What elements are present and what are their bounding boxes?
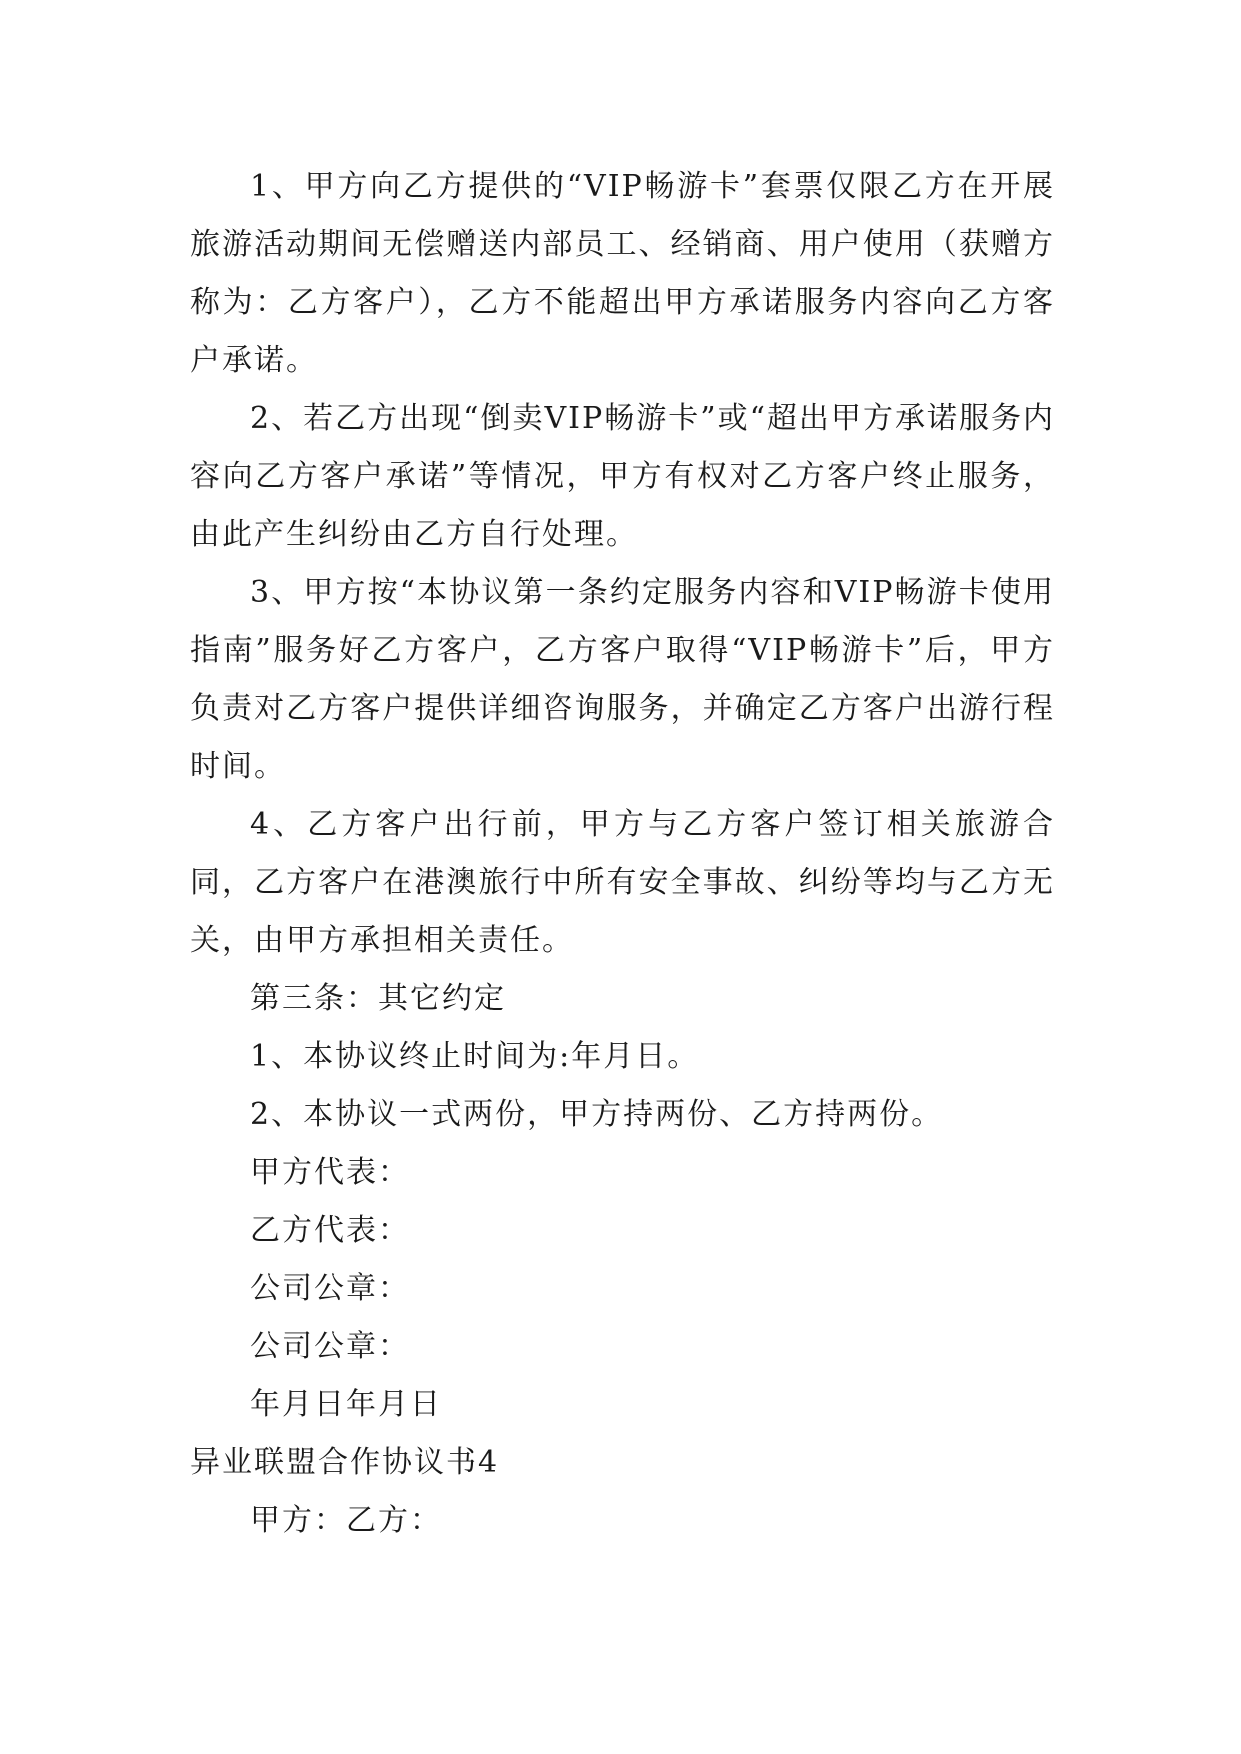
company-seal-label-b: 公司公章： — [250, 1329, 410, 1364]
company-seal-label-a: 公司公章： — [250, 1271, 410, 1306]
clause-3-paragraph: 3、甲方按“本协议第一条约定服务内容和VIP畅游卡使用指南”服务好乙方客户，乙方客户取得“VIP畅游卡”后，甲方负责对乙方客户提供详细咨询服务，并确定乙方客户出游行程时间。 — [190, 575, 1055, 784]
section-heading-article-3: 第三条：其它约定 — [250, 981, 506, 1016]
clause-4-paragraph: 4、乙方客户出行前，甲方与乙方客户签订相关旅游合同，乙方客户在港澳旅行中所有安全事故、纠纷等均与乙方无关，由甲方承担相关责任。 — [190, 807, 1055, 958]
clause-2-paragraph: 2、若乙方出现“倒卖VIP畅游卡”或“超出甲方承诺服务内容向乙方客户承诺”等情况，甲方有权对乙方客户终止服务，由此产生纠纷由乙方自行处理。 — [190, 401, 1055, 552]
clause-1-paragraph: 1、甲方向乙方提供的“VIP畅游卡”套票仅限乙方在开展旅游活动期间无偿赠送内部员工、经销商、用户使用（获赠方称为：乙方客户），乙方不能超出甲方承诺服务内容向乙方客户承诺。 — [190, 169, 1055, 378]
signature-date-line: 年月日年月日 — [250, 1387, 442, 1422]
next-agreement-title: 异业联盟合作协议书4 — [190, 1445, 500, 1480]
parties-line: 甲方：乙方： — [250, 1503, 442, 1538]
other-terms-item-1: 1、本协议终止时间为:年月日。 — [250, 1039, 700, 1074]
document-page — [190, 158, 1055, 1550]
party-b-representative-label: 乙方代表： — [250, 1213, 410, 1248]
party-a-representative-label: 甲方代表： — [250, 1155, 410, 1190]
other-terms-item-2: 2、本协议一式两份，甲方持两份、乙方持两份。 — [250, 1097, 944, 1132]
